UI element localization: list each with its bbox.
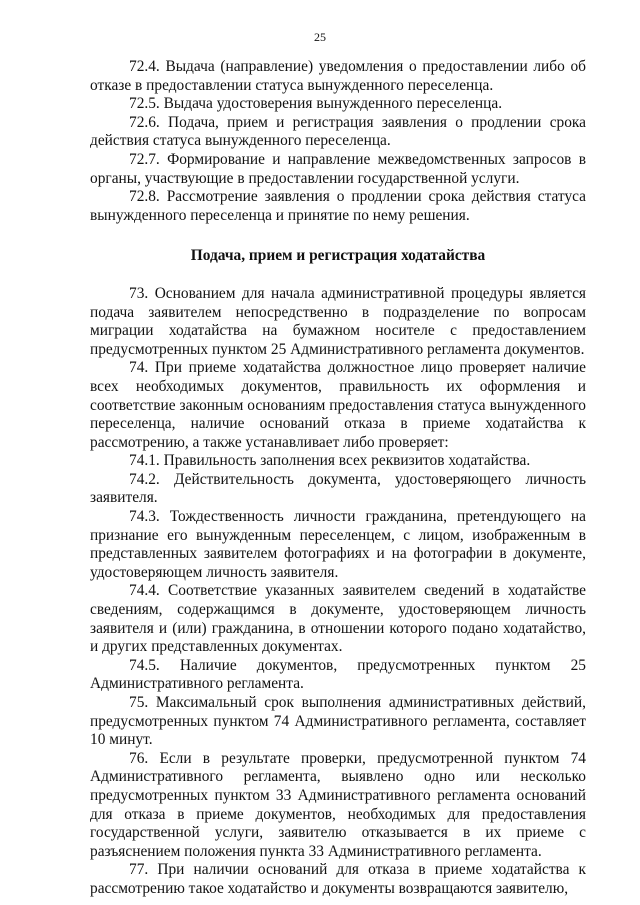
paragraph-72-6: 72.6. Подача, прием и регистрация заявления о продлении срока действия статуса вынужденного переселенца. xyxy=(90,113,586,150)
document-body xyxy=(90,58,586,899)
paragraph-74-4: 74.4. Соответствие указанных заявителем сведений в ходатайстве сведениям, содержащимся в документе, удостоверяющем личность заявителя и (или) гражданина, в отношении которого подано ходатайство, и других представленных документах. xyxy=(90,582,586,656)
paragraph-76: 76. Если в результате проверки, предусмотренной пунктом 74 Административного регламента, выявлено одно или несколько предусмотренных пунктом 33 Административного регламента оснований для отказа в приеме документов, необходимых для предоставления государственной услуги, заявителю отказывается в их приеме с разъяснением положения пункта 33 Административного регламента. xyxy=(90,749,586,860)
paragraph-77: 77. При наличии оснований для отказа в приеме ходатайства к рассмотрению такое ходатайство и документы возвращаются заявителю, xyxy=(90,861,586,897)
paragraph-72-5: 72.5. Выдача удостоверения вынужденного переселенца. xyxy=(129,95,503,113)
paragraph-72-7: 72.7. Формирование и направление межведомственных запросов в органы, участвующие в предоставлении государственной услуги. xyxy=(90,150,586,187)
paragraph-74-3: 74.3. Тождественность личности гражданина, претендующего на признание его вынужденным переселенцем, с лицом, изображенным в представленных заявителем фотографиях и на фотографии в документе, удостоверяющем личность заявителя. xyxy=(90,508,586,581)
paragraph-74-5: 74.5. Наличие документов, предусмотренных пунктом 25 Административного регламента. xyxy=(90,656,586,693)
paragraph-75: 75. Максимальный срок выполнения административных действий, предусмотренных пунктом 74 Административного регламента, составляет 10 минут. xyxy=(90,694,586,749)
section-heading: Подача, прием и регистрация ходатайства xyxy=(190,247,486,265)
page-number: 25 xyxy=(314,30,326,44)
paragraph-72-4: 72.4. Выдача (направление) уведомления о предоставлении либо об отказе в предоставлении статуса вынужденного переселенца. xyxy=(90,58,586,94)
paragraph-73: 73. Основанием для начала административной процедуры является подача заявителем непосредственно в подразделение по вопросам миграции ходатайства на бумажном носителе с предоставлением предусмотренных пунктом 25 Административного регламента документов. xyxy=(90,284,586,358)
paragraph-74-2: 74.2. Действительность документа, удостоверяющего личность заявителя. xyxy=(90,470,586,507)
paragraph-74: 74. При приеме ходатайства должностное лицо проверяет наличие всех необходимых документов, правильность их оформления и соответствие законным основаниям предоставления статуса вынужденного переселенца, наличие оснований отказа в приеме ходатайства к рассмотрению, а также устанавливает либо проверяет: xyxy=(90,359,586,451)
paragraph-74-1: 74.1. Правильность заполнения всех реквизитов ходатайства. xyxy=(129,452,531,470)
paragraph-72-8: 72.8. Рассмотрение заявления о продлении срока действия статуса вынужденного переселенца и принятие по нему решения. xyxy=(90,188,586,224)
